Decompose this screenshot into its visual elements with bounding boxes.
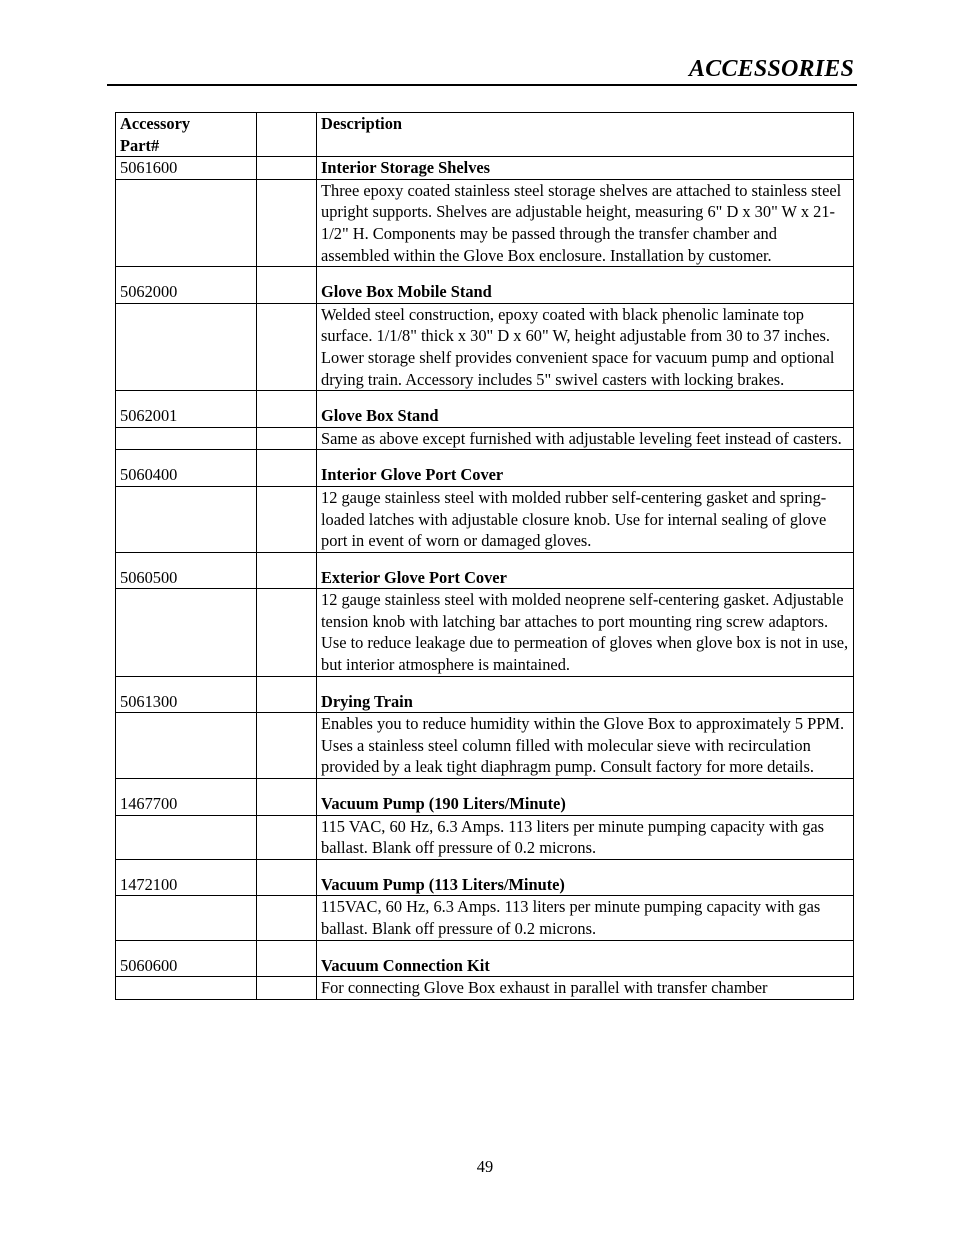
accessory-description-row: [116, 427, 854, 450]
accessory-description: 12 gauge stainless steel with molded rubber self-centering gasket and spring-loaded latches with adjustable closure knob. Use for internal sealing of glove port in event of worn or damaged gloves.: [317, 486, 854, 552]
blank-cell: [116, 589, 257, 676]
accessories-table: [115, 112, 854, 1000]
page-section-title: ACCESSORIES: [689, 56, 854, 82]
accessory-name: Glove Box Mobile Stand: [317, 267, 854, 304]
page-number: 49: [476, 1157, 494, 1176]
accessories-table-body: [116, 113, 854, 1000]
accessory-name: Drying Train: [317, 676, 854, 713]
accessory-part-number: 5060600: [116, 940, 257, 977]
blank-cell: [116, 303, 257, 390]
accessory-title-row: [116, 859, 854, 896]
accessory-name: Exterior Glove Port Cover: [317, 552, 854, 589]
accessory-part-number: 5061300: [116, 676, 257, 713]
accessory-description: 12 gauge stainless steel with molded neoprene self-centering gasket. Adjustable tension knob with latching bar attaches to port mounting ring screw adaptors. Use to reduce leakage due to permeation of gloves when glove box is not in use, but interior atmosphere is maintained.: [317, 589, 854, 676]
blank-cell: [257, 859, 317, 896]
accessory-description-row: [116, 303, 854, 390]
accessory-part-number: 5060500: [116, 552, 257, 589]
accessory-description: Same as above except furnished with adjustable leveling feet instead of casters.: [317, 427, 854, 450]
column-header-description: Description: [317, 113, 854, 157]
blank-cell: [257, 157, 317, 180]
blank-cell: [257, 303, 317, 390]
accessory-description-row: [116, 486, 854, 552]
accessory-title-row: [116, 779, 854, 816]
blank-cell: [257, 676, 317, 713]
blank-cell: [257, 940, 317, 977]
blank-cell: [257, 179, 317, 266]
blank-cell: [257, 589, 317, 676]
accessory-title-row: [116, 391, 854, 428]
accessory-title-row: [116, 676, 854, 713]
accessory-description: 115 VAC, 60 Hz, 6.3 Amps. 113 liters per minute pumping capacity with gas ballast. Blank off pressure of 0.2 microns.: [317, 815, 854, 859]
accessory-title-row: [116, 267, 854, 304]
blank-cell: [116, 896, 257, 940]
blank-cell: [257, 486, 317, 552]
blank-cell: [116, 977, 257, 1000]
column-header-part: Accessory Part#: [116, 113, 257, 157]
accessory-part-number: 5062001: [116, 391, 257, 428]
accessory-description-row: [116, 815, 854, 859]
blank-cell: [257, 450, 317, 487]
header-rule: [107, 84, 857, 86]
blank-cell: [257, 552, 317, 589]
accessory-description-row: [116, 589, 854, 676]
accessory-description-row: [116, 977, 854, 1000]
blank-cell: [257, 391, 317, 428]
accessory-name: Interior Storage Shelves: [317, 157, 854, 180]
accessory-title-row: [116, 940, 854, 977]
table-header-row: [116, 113, 854, 157]
accessory-description: For connecting Glove Box exhaust in parallel with transfer chamber: [317, 977, 854, 1000]
accessory-description-row: [116, 179, 854, 266]
accessory-description: Welded steel construction, epoxy coated with black phenolic laminate top surface. 1/1/8" thick x 30" D x 60" W, height adjustable from 30 to 37 inches. Lower storage shelf provides convenient space for vacuum pump and optional drying train. Accessory includes 5" swivel casters with locking brakes.: [317, 303, 854, 390]
accessory-name: Glove Box Stand: [317, 391, 854, 428]
blank-cell: [257, 896, 317, 940]
accessory-part-number: 5061600: [116, 157, 257, 180]
accessory-title-row: [116, 157, 854, 180]
accessory-name: Vacuum Pump (113 Liters/Minute): [317, 859, 854, 896]
accessory-part-number: 1467700: [116, 779, 257, 816]
blank-cell: [116, 713, 257, 779]
accessory-part-number: 5060400: [116, 450, 257, 487]
accessory-description: Three epoxy coated stainless steel storage shelves are attached to stainless steel upright supports. Shelves are adjustable height, measuring 6" D x 30" W x 21-1/2" H. Components may be passed through the transfer chamber and assembled within the Glove Box enclosure. Installation by customer.: [317, 179, 854, 266]
blank-cell: [116, 815, 257, 859]
accessory-name: Vacuum Connection Kit: [317, 940, 854, 977]
accessory-description-row: [116, 896, 854, 940]
blank-cell: [257, 427, 317, 450]
blank-cell: [257, 267, 317, 304]
accessory-part-number: 5062000: [116, 267, 257, 304]
accessory-name: Interior Glove Port Cover: [317, 450, 854, 487]
accessory-part-number: 1472100: [116, 859, 257, 896]
column-header-blank: [257, 113, 317, 157]
blank-cell: [116, 427, 257, 450]
accessory-description: Enables you to reduce humidity within the Glove Box to approximately 5 PPM. Uses a stainless steel column filled with molecular sieve with recirculation provided by a leak tight diaphragm pump. Consult factory for more details.: [317, 713, 854, 779]
blank-cell: [116, 179, 257, 266]
blank-cell: [257, 815, 317, 859]
blank-cell: [116, 486, 257, 552]
accessory-title-row: [116, 450, 854, 487]
accessory-description: 115VAC, 60 Hz, 6.3 Amps. 113 liters per minute pumping capacity with gas ballast. Blank off pressure of 0.2 microns.: [317, 896, 854, 940]
accessory-description-row: [116, 713, 854, 779]
blank-cell: [257, 713, 317, 779]
accessory-name: Vacuum Pump (190 Liters/Minute): [317, 779, 854, 816]
blank-cell: [257, 977, 317, 1000]
accessory-title-row: [116, 552, 854, 589]
blank-cell: [257, 779, 317, 816]
